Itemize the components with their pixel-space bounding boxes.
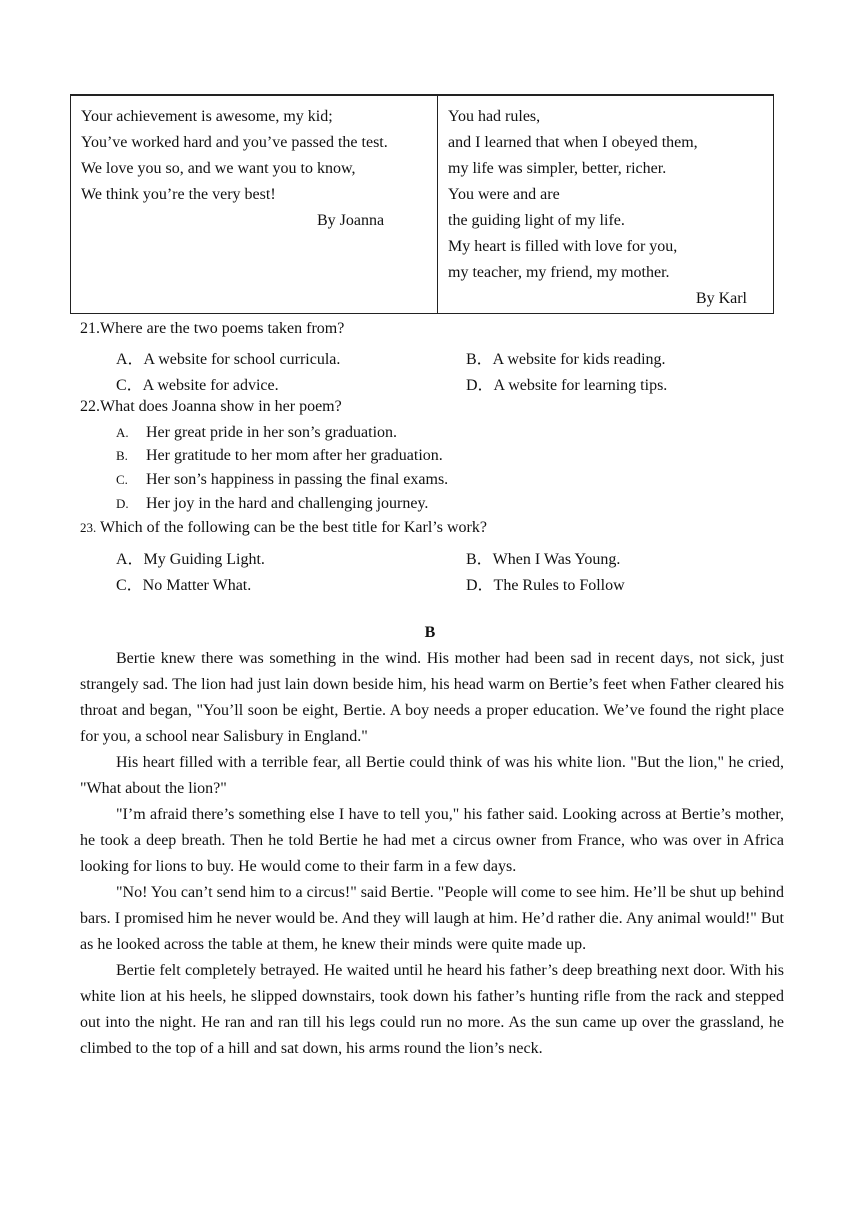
question-23-stem <box>80 519 487 537</box>
q21-option-a: A．A website for school curricula. <box>116 351 341 368</box>
poem-line: We love you so, and we want you to know, <box>81 160 356 177</box>
q22-option-b <box>116 447 443 465</box>
q23-option-a: A．My Guiding Light. <box>116 551 265 568</box>
poem-line: and I learned that when I obeyed them, <box>448 134 698 151</box>
question-23-text: Which of the following can be the best title for Karl’s work? <box>96 519 487 536</box>
poem-line: My heart is filled with love for you, <box>448 238 678 255</box>
q22-option-d-text: Her joy in the hard and challenging journey. <box>146 495 429 512</box>
poem-line: my teacher, my friend, my mother. <box>448 264 670 281</box>
question-23-number: 23. <box>80 520 97 535</box>
q23-option-d: D．The Rules to Follow <box>466 577 625 594</box>
q22-option-a-letter: A. <box>116 425 129 440</box>
section-b-heading: B <box>424 624 436 641</box>
q22-option-d <box>116 495 428 513</box>
poem-line: my life was simpler, better, richer. <box>448 160 667 177</box>
poem-line: You were and are <box>448 186 560 203</box>
poem-line: the guiding light of my life. <box>448 212 625 229</box>
poem-author-karl: By Karl <box>695 290 747 307</box>
passage-paragraph: Bertie felt completely betrayed. He waited until he heard his father’s deep breathing next door. With his white lion at his heels, he slipped downstairs, took down his father’s hunting rifle from the rack and stepped out into the night. He ran and ran till his legs could run no more. As the sun came up over the grassland, he climbed to the top of a hill and sat down, his arms round the lion’s neck. <box>80 962 784 1057</box>
question-22-stem: 22.What does Joanna show in her poem? <box>80 398 342 415</box>
poem-line: You’ve worked hard and you’ve passed the test. <box>81 134 388 151</box>
poem-line: We think you’re the very best! <box>81 186 276 203</box>
q22-option-b-letter: B. <box>116 448 128 463</box>
q22-option-a <box>116 424 397 442</box>
poem-line: You had rules, <box>448 108 541 125</box>
poem-joanna <box>71 96 438 313</box>
section-b-passage <box>80 646 784 1062</box>
q21-option-c: C．A website for advice. <box>116 377 279 394</box>
poem-author-joanna: By Joanna <box>317 212 385 229</box>
q21-option-d: D．A website for learning tips. <box>466 377 668 394</box>
poem-karl <box>438 96 773 313</box>
q21-option-b: B．A website for kids reading. <box>466 351 666 368</box>
question-21-stem: 21.Where are the two poems taken from? <box>80 320 345 337</box>
q22-option-b-text: Her gratitude to her mom after her graduation. <box>146 447 443 464</box>
poems-table <box>70 94 774 314</box>
q22-option-c-text: Her son’s happiness in passing the final exams. <box>146 471 449 488</box>
q22-option-c <box>116 471 448 489</box>
passage-paragraph: Bertie knew there was something in the wind. His mother had been sad in recent days, not sick, just strangely sad. The lion had just lain down beside him, his head warm on Bertie’s feet when Father cleared his throat and began, "You’ll soon be eight, Bertie. A boy needs a proper education. We’ve found the right place for you, a school near Salisbury in England." <box>80 650 784 745</box>
q23-option-b: B．When I Was Young. <box>466 551 621 568</box>
passage-paragraph: "I’m afraid there’s something else I have to tell you," his father said. Looking across at Bertie’s mother, he took a deep breath. Then he told Bertie he had met a circus owner from France, who was over in Africa looking for lions to buy. He would come to their farm in a few days. <box>80 806 784 875</box>
q22-option-a-text: Her great pride in her son’s graduation. <box>146 424 398 441</box>
passage-paragraph: "No! You can’t send him to a circus!" said Bertie. "People will come to see him. He’ll be shut up behind bars. I promised him he never would be. And they will laugh at him. He’d rather die. Any animal would!" But as he looked across the table at them, he knew their minds were quite made up. <box>80 884 784 953</box>
q22-option-d-letter: D. <box>116 496 129 511</box>
poem-line: Your achievement is awesome, my kid; <box>81 108 333 125</box>
q23-option-c: C．No Matter What. <box>116 577 252 594</box>
q22-option-c-letter: C. <box>116 472 128 487</box>
passage-paragraph: His heart filled with a terrible fear, all Bertie could think of was his white lion. "But the lion," he cried, "What about the lion?" <box>80 754 784 797</box>
